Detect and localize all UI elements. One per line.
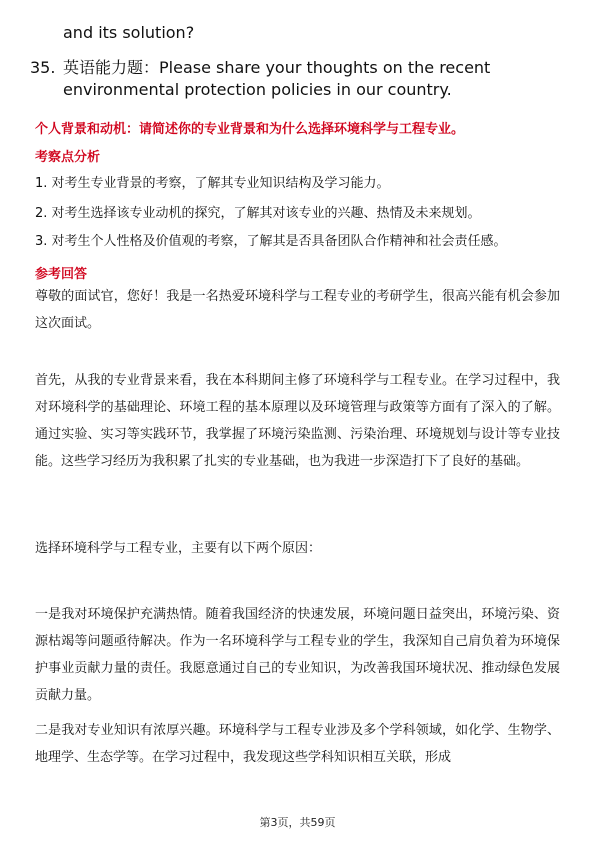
question-continuation: and its solution? bbox=[63, 23, 195, 42]
analysis-point: 1. 对考生专业背景的考察，了解其专业知识结构及学习能力。 bbox=[35, 176, 390, 191]
question-text: 英语能力题：Please share your thoughts on the recent environmental protection policies in our country. bbox=[63, 58, 491, 99]
analysis-point: 3. 对考生个人性格及价值观的考察，了解其是否具备团队合作精神和社会责任感。 bbox=[35, 234, 507, 249]
answer-paragraph: 首先，从我的专业背景来看，我在本科期间主修了环境科学与工程专业。在学习过程中，我对环境科学的基础理论、环境工程的基本原理以及环境管理与政策等方面有了深入的了解。通过实验、实习等实践环节，我掌握了环境污染监测、污染治理、环境规划与设计等专业技能。这些学习经历为我积累了扎实的专业基础，也为我进一步深造打下了良好的基础。 bbox=[35, 373, 560, 469]
answer-paragraph: 二是我对专业知识有浓厚兴趣。环境科学与工程专业涉及多个学科领域，如化学、生物学、地理学、生态学等。在学习过程中，我发现这些学科知识相互关联，形成 bbox=[35, 723, 560, 765]
page-footer: 第3页，共59页 bbox=[259, 816, 336, 829]
answer-heading: 参考回答 bbox=[35, 267, 88, 282]
prompt-heading: 个人背景和动机：请简述你的专业背景和为什么选择环境科学与工程专业。 bbox=[35, 122, 465, 137]
analysis-heading: 考察点分析 bbox=[35, 150, 101, 165]
question-number: 35. bbox=[30, 58, 56, 77]
answer-paragraph: 选择环境科学与工程专业，主要有以下两个原因： bbox=[35, 541, 322, 556]
answer-paragraph: 尊敬的面试官，您好！我是一名热爱环境科学与工程专业的考研学生，很高兴能有机会参加这次面试。 bbox=[35, 289, 560, 331]
analysis-point: 2. 对考生选择该专业动机的探究，了解其对该专业的兴趣、热情及未来规划。 bbox=[35, 206, 481, 221]
question-35 bbox=[30, 57, 550, 101]
answer-paragraph: 一是我对环境保护充满热情。随着我国经济的快速发展，环境问题日益突出，环境污染、资源枯竭等问题亟待解决。作为一名环境科学与工程专业的学生，我深知自己肩负着为环境保护事业贡献力量的责任。我愿意通过自己的专业知识，为改善我国环境状况、推动绿色发展贡献力量。 bbox=[35, 607, 560, 703]
